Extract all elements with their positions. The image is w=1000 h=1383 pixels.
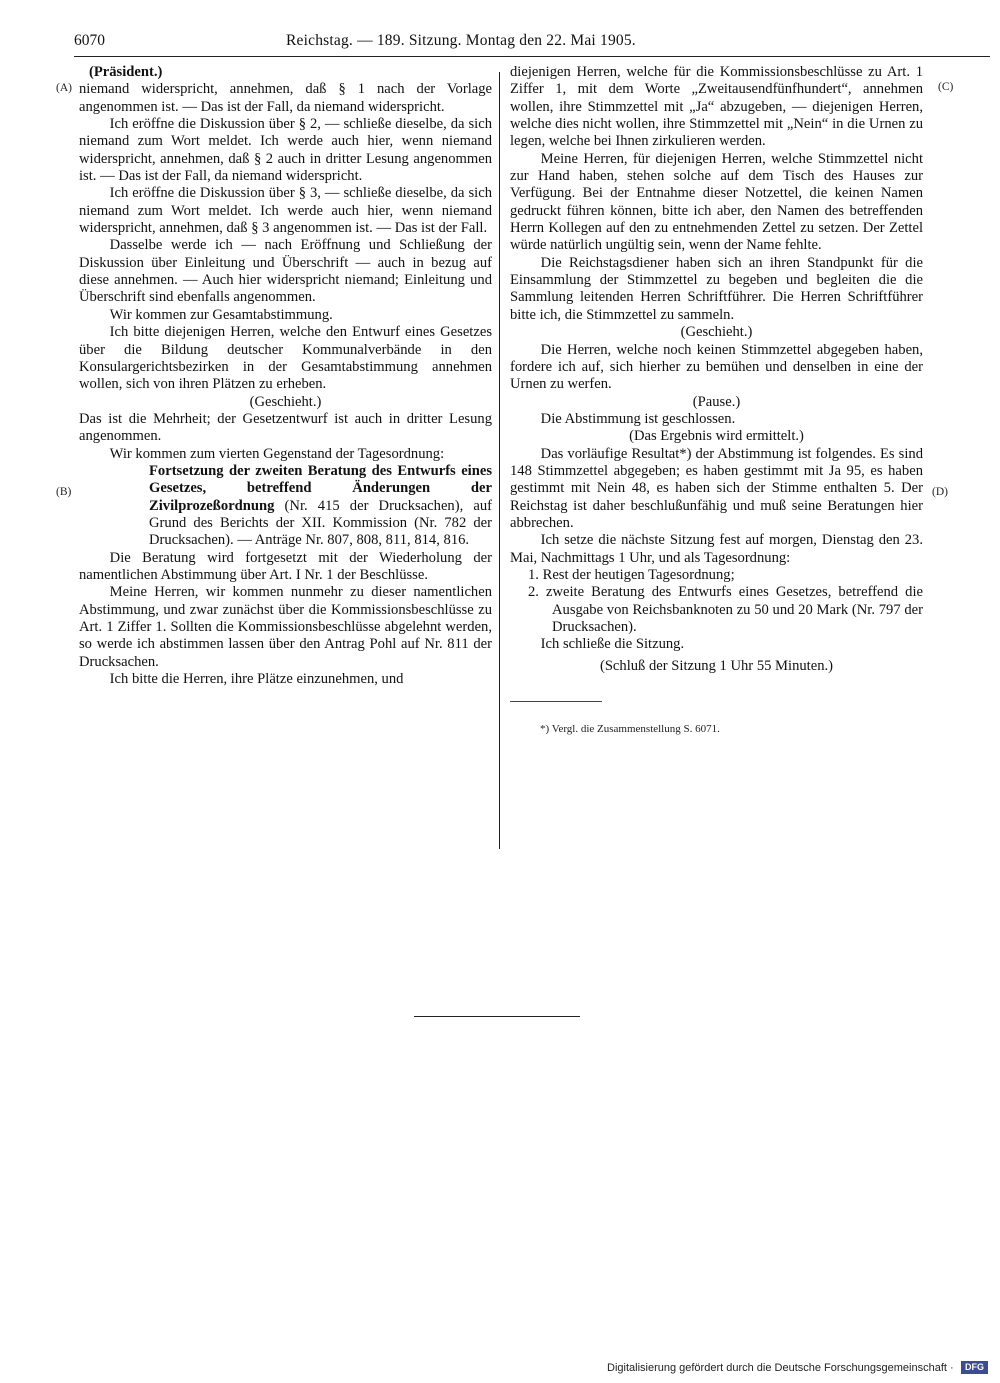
dfg-logo: DFG [961, 1361, 988, 1374]
agenda-details: (Nr. 415 der Drucksachen), auf Grund des Berichts der XII. Kommission (Nr. 782 der Drucksachen). — Anträge Nr. 807, 808, 811, 814, 816. [149, 497, 492, 549]
paragraph: Die Herren, welche noch keinen Stimmzettel abgegeben haben, fordere ich auf, sich hierher zu bemühen und denselben in eine der Urnen zu werfen. [510, 341, 923, 393]
agenda-list-item: 1. Rest der heutigen Tagesordnung; [528, 566, 735, 583]
page-header [74, 28, 990, 54]
paragraph: Dasselbe werde ich — nach Eröffnung und Schließung der Diskussion über Einleitung und Überschrift — auch in bezug auf diese annehmen. — Auch hier widerspricht niemand; Einleitung und Überschrift sind ebenfalls angenommen. [79, 237, 492, 306]
paragraph: Die Abstimmung ist geschlossen. [540, 410, 736, 427]
paragraph: Die Beratung wird fortgesetzt mit der Wiederholung der namentlichen Abstimmung über Art. I Nr. 1 der Beschlüsse. [79, 549, 492, 583]
paragraph: diejenigen Herren, welche für die Kommissionsbeschlüsse zu Art. 1 Ziffer 1, mit dem Worte „Zweitausendfünfhundert“, annehmen wollen, ihre Stimmzettel mit „Ja“ abzugeben, — diejenigen Herren, welche dies nicht wollen, ihre Stimmzettel mit „Nein“ in die Urnen zu legen, welche bei Ihnen zirkulieren werden. [510, 64, 923, 150]
right-column [510, 64, 923, 736]
paragraph: Wir kommen zur Gesamtabstimmung. [109, 306, 333, 323]
digitization-credit: Digitalisierung gefördert durch die Deutsche Forschungsgemeinschaft · [607, 1362, 954, 1374]
paragraph: Die Reichstagsdiener haben sich an ihren Standpunkt für die Einsammlung der Stimmzettel zu begeben und begleiten die die Sammlung leitenden Herren Schriftführer. Die Herren Schriftführer bitte ich, die Stimmzettel zu sammeln. [510, 254, 923, 323]
closing-note: (Schluß der Sitzung 1 Uhr 55 Minuten.) [599, 657, 834, 674]
paragraph: Ich eröffne die Diskussion über § 3, — schließe dieselbe, da sich niemand zum Wort meldet. Ich werde auch hier, wenn niemand widerspricht, annehmen, daß § 3 angenommen ist. — Das ist der Fall. [79, 185, 492, 237]
paragraph: Ich bitte diejenigen Herren, welche den Entwurf eines Gesetzes über die Bildung deutscher Kommunalverbände in den Konsulargerichtsbezirken in der Gesamtabstimmung annehmen wollen, sich von ihren Plätzen zu erheben. [79, 324, 492, 393]
stage-direction: (Geschieht.) [249, 393, 322, 410]
stage-direction: (Geschieht.) [680, 324, 753, 341]
stage-direction: (Pause.) [692, 393, 741, 410]
paragraph: Das vorläufige Resultat*) der Abstimmung ist folgendes. Es sind 148 Stimmzettel abgegeben; es haben gestimmt mit Ja 95, es haben gestimmt mit Nein 48, es haben sich der Stimme enthalten 5. Der Reichstag ist daher beschlußunfähig und muß seine Beratungen hier abbrechen. [510, 445, 923, 531]
footnote-rule [510, 701, 602, 702]
agenda-item [79, 463, 492, 550]
agenda-title: Fortsetzung der zweiten Beratung des Entwurfs eines Gesetzes, betreffend Änderungen der Zivilprozeßordnung [149, 462, 492, 514]
running-title: Reichstag. — 189. Sitzung. Montag den 22. Mai 1905. [286, 32, 636, 49]
paragraph: Ich bitte die Herren, ihre Plätze einzunehmen, und [109, 671, 404, 688]
paragraph: niemand widerspricht, annehmen, daß § 1 nach der Vorlage angenommen ist. — Das ist der Fall, da niemand widerspricht. [79, 81, 492, 115]
page-number: 6070 [74, 32, 105, 49]
agenda-list-item: 2. zweite Beratung des Entwurfs eines Gesetzes, betreffend die Ausgabe von Reichsbanknoten zu 50 und 20 Mark (Nr. 797 der Drucksachen). [528, 584, 923, 635]
paragraph: Ich eröffne die Diskussion über § 2, — schließe dieselbe, da sich niemand zum Wort meldet. Ich werde auch hier, wenn niemand widerspricht, annehmen, daß § 2 auch in dritter Lesung angenommen ist. — Das ist der Fall, da niemand widerspricht. [79, 116, 492, 185]
paragraph: Das ist die Mehrheit; der Gesetzentwurf ist auch in dritter Lesung angenommen. [79, 410, 492, 445]
paragraph: Wir kommen zum vierten Gegenstand der Tagesordnung: [109, 445, 445, 462]
left-column [79, 64, 492, 688]
footnote: *) Vergl. die Zusammenstellung S. 6071. [540, 723, 720, 736]
paragraph: Ich setze die nächste Sitzung fest auf morgen, Dienstag den 23. Mai, Nachmittags 1 Uhr, und als Tagesordnung: [510, 532, 923, 566]
column-separator [499, 72, 500, 849]
margin-marker-a: (A) [56, 82, 72, 94]
margin-marker-b: (B) [56, 486, 72, 498]
margin-marker-d: (D) [932, 486, 948, 498]
section-end-rule [414, 1016, 580, 1017]
paragraph: Ich schließe die Sitzung. [540, 636, 685, 653]
speaker-label: (Präsident.) [89, 64, 163, 80]
margin-marker-c: (C) [938, 81, 954, 93]
paragraph: Meine Herren, wir kommen nunmehr zu dieser namentlichen Abstimmung, und zwar zunächst über die Kommissionsbeschlüsse zu Art. 1 Ziffer 1. Sollten die Kommissionsbeschlüsse abgelehnt werden, so werde ich abstimmen lassen über den Antrag Pohl auf Nr. 811 der Drucksachen. [79, 584, 492, 670]
paragraph: Meine Herren, für diejenigen Herren, welche Stimmzettel nicht zur Hand haben, stehen solche auf dem Tisch des Hauses zur Verfügung. Bei der Entnahme dieser Notzettel, die keinen Namen gedruckt führen können, bitte ich aber, den Namen des betreffenden Herrn Kollegen auf den zu entnehmenden Zettel zu setzen. Der Zettel würde natürlich ungültig sein, wenn der Name fehlte. [510, 150, 923, 254]
header-rule [74, 56, 990, 57]
stage-direction: (Das Ergebnis wird ermittelt.) [629, 428, 804, 445]
